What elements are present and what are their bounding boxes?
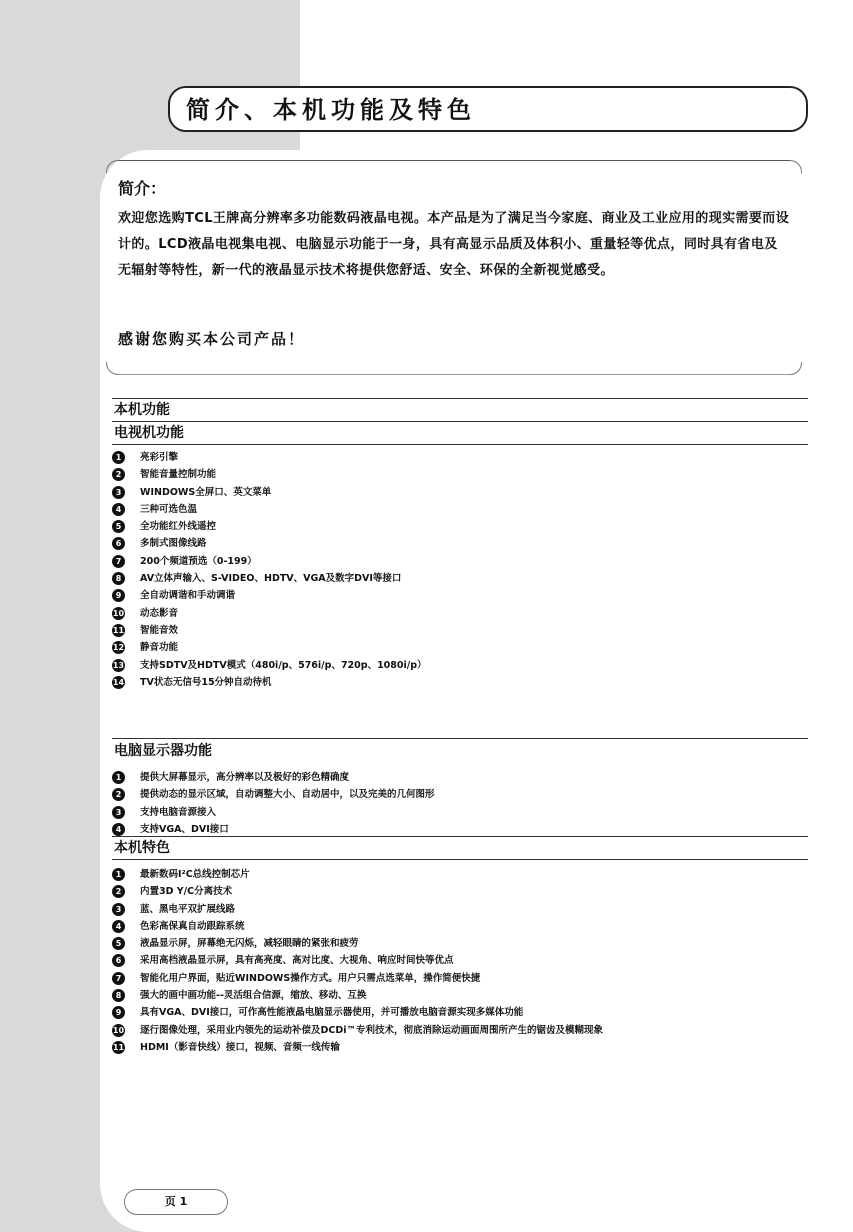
number-bullet-icon: 7 xyxy=(112,972,125,985)
list-item-text: 全自动调谐和手动调谐 xyxy=(140,590,236,602)
list-item-text: TV状态无信号15分钟自动待机 xyxy=(140,676,272,688)
intro-heading: 简介： xyxy=(118,179,167,198)
list-item xyxy=(112,466,808,483)
functions-section xyxy=(112,398,808,691)
list-item-text: 蓝、黑电平双扩展线路 xyxy=(140,903,236,915)
number-bullet-icon: 1 xyxy=(112,868,125,881)
list-item xyxy=(112,1039,808,1056)
tv-function-list xyxy=(112,449,808,691)
list-item xyxy=(112,918,808,935)
list-item xyxy=(112,449,808,466)
list-item xyxy=(112,1004,808,1021)
list-item xyxy=(112,952,808,969)
list-item-text: 全功能红外线遥控 xyxy=(140,521,217,533)
list-item xyxy=(112,535,808,552)
number-bullet-icon: 10 xyxy=(112,1025,125,1035)
intro-thanks: 感谢您购买本公司产品！ xyxy=(118,330,306,348)
list-item xyxy=(112,786,808,803)
list-item-text: 支持VGA、DVI接口 xyxy=(140,823,229,835)
pc-function-list xyxy=(112,769,808,838)
bottom-white-area xyxy=(300,1185,853,1232)
functions-heading: 本机功能 xyxy=(112,398,808,422)
list-item xyxy=(112,804,808,821)
list-item xyxy=(112,553,808,570)
intro-frame-top xyxy=(118,160,790,161)
list-item-text: 具有VGA、DVI接口，可作高性能液晶电脑显示器使用，并可播放电脑音源实现多媒体功能 xyxy=(140,1007,524,1019)
list-item-text: 提供动态的显示区域，自动调整大小、自动居中，以及完美的几何图形 xyxy=(140,789,435,801)
tv-functions-heading: 电视机功能 xyxy=(112,422,808,445)
number-bullet-icon: 10 xyxy=(112,608,125,618)
list-item xyxy=(112,605,808,622)
list-item xyxy=(112,518,808,535)
number-bullet-icon: 11 xyxy=(112,625,125,635)
list-item-text: 动态影音 xyxy=(140,607,179,619)
intro-corner-tr xyxy=(789,160,802,173)
number-bullet-icon: 13 xyxy=(112,660,125,670)
list-item-text: 200个频道预选（0-199） xyxy=(140,555,257,567)
list-item-text: 液晶显示屏，屏幕绝无闪烁，减轻眼睛的紧张和疲劳 xyxy=(140,938,359,950)
list-item xyxy=(112,587,808,604)
list-item xyxy=(112,570,808,587)
number-bullet-icon: 2 xyxy=(112,468,125,481)
list-item xyxy=(112,622,808,639)
number-bullet-icon: 1 xyxy=(112,771,125,784)
number-bullet-icon: 4 xyxy=(112,823,125,836)
number-bullet-icon: 6 xyxy=(112,537,125,550)
intro-paragraph: 欢迎您选购TCL王牌高分辨率多功能数码液晶电视。本产品是为了满足当今家庭、商业及工业应用的现实需要而设计的。LCD液晶电视集电视、电脑显示功能于一身，具有高显示品质及体积小、重量轻等优点，同时具有省电及无辐射等特性，新一代的液晶显示技术将提供您舒适、安全、环保的全新视觉感受。 xyxy=(118,211,790,278)
list-item xyxy=(112,866,808,883)
page-number: 页 1 xyxy=(124,1189,228,1215)
pc-section xyxy=(112,738,808,838)
list-item xyxy=(112,769,808,786)
list-item xyxy=(112,970,808,987)
list-item xyxy=(112,987,808,1004)
intro-corner-bl xyxy=(106,362,119,375)
number-bullet-icon: 3 xyxy=(112,486,125,499)
number-bullet-icon: 2 xyxy=(112,788,125,801)
list-item xyxy=(112,883,808,900)
list-item-text: 强大的画中画功能--灵活组合信源，缩放、移动、互换 xyxy=(140,990,367,1002)
list-item xyxy=(112,639,808,656)
list-item-text: 亮彩引擎 xyxy=(140,452,179,463)
number-bullet-icon: 9 xyxy=(112,1006,125,1019)
number-bullet-icon: 1 xyxy=(112,451,125,464)
intro-box xyxy=(104,160,804,375)
number-bullet-icon: 14 xyxy=(112,677,125,687)
number-bullet-icon: 9 xyxy=(112,589,125,602)
list-item-text: 智能音效 xyxy=(140,624,179,636)
number-bullet-icon: 8 xyxy=(112,572,125,585)
list-item xyxy=(112,901,808,918)
number-bullet-icon: 7 xyxy=(112,555,125,568)
list-item-text: HDMI（影音快线）接口，视频、音频一线传输 xyxy=(140,1041,340,1053)
list-item-text: 支持电脑音源接入 xyxy=(140,806,217,818)
list-item-text: 多制式图像线路 xyxy=(140,538,207,550)
intro-corner-br xyxy=(789,362,802,375)
list-item-text: 智能化用户界面，贴近WINDOWS操作方式。用户只需点选菜单，操作简便快捷 xyxy=(140,972,481,984)
number-bullet-icon: 2 xyxy=(112,885,125,898)
list-item-text: 提供大屏幕显示，高分辨率以及极好的彩色精确度 xyxy=(140,772,350,783)
list-item-text: 支持SDTV及HDTV模式（480i/p、576i/p、720p、1080i/p） xyxy=(140,659,427,671)
list-item-text: WINDOWS全屏口、英文菜单 xyxy=(140,486,272,498)
pc-functions-heading: 电脑显示器功能 xyxy=(112,738,808,763)
intro-corner-tl xyxy=(106,160,119,173)
list-item-text: 最新数码I²C总线控制芯片 xyxy=(140,869,250,880)
title-frame xyxy=(168,86,808,132)
list-item-text: 逐行图像处理，采用业内领先的运动补偿及DCDi™专利技术，彻底消除运动画面周围所产生的锯齿及模糊现象 xyxy=(140,1024,604,1036)
list-item-text: 静音功能 xyxy=(140,642,179,654)
number-bullet-icon: 3 xyxy=(112,903,125,916)
number-bullet-icon: 6 xyxy=(112,954,125,967)
features-heading: 本机特色 xyxy=(112,836,808,860)
list-item-text: 内置3D Y/C分离技术 xyxy=(140,886,233,898)
feature-list xyxy=(112,866,808,1056)
list-item-text: AV立体声输入、S-VIDEO、HDTV、VGA及数字DVI等接口 xyxy=(140,573,402,585)
page-title: 简介、本机功能及特色 xyxy=(186,96,476,124)
list-item xyxy=(112,501,808,518)
number-bullet-icon: 11 xyxy=(112,1042,125,1052)
list-item xyxy=(112,1022,808,1039)
number-bullet-icon: 3 xyxy=(112,806,125,819)
list-item xyxy=(112,935,808,952)
list-item-text: 智能音量控制功能 xyxy=(140,469,217,481)
number-bullet-icon: 12 xyxy=(112,643,125,653)
list-item-text: 三种可选色温 xyxy=(140,503,198,515)
number-bullet-icon: 4 xyxy=(112,503,125,516)
list-item xyxy=(112,657,808,674)
list-item xyxy=(112,484,808,501)
list-item-text: 采用高档液晶显示屏，具有高亮度、高对比度、大视角、响应时间快等优点 xyxy=(140,955,454,967)
features-section xyxy=(112,836,808,1056)
number-bullet-icon: 8 xyxy=(112,989,125,1002)
number-bullet-icon: 5 xyxy=(112,937,125,950)
list-item-text: 色彩高保真自动跟踪系统 xyxy=(140,920,245,932)
number-bullet-icon: 5 xyxy=(112,520,125,533)
intro-frame-bottom xyxy=(118,374,790,375)
number-bullet-icon: 4 xyxy=(112,920,125,933)
list-item xyxy=(112,674,808,691)
